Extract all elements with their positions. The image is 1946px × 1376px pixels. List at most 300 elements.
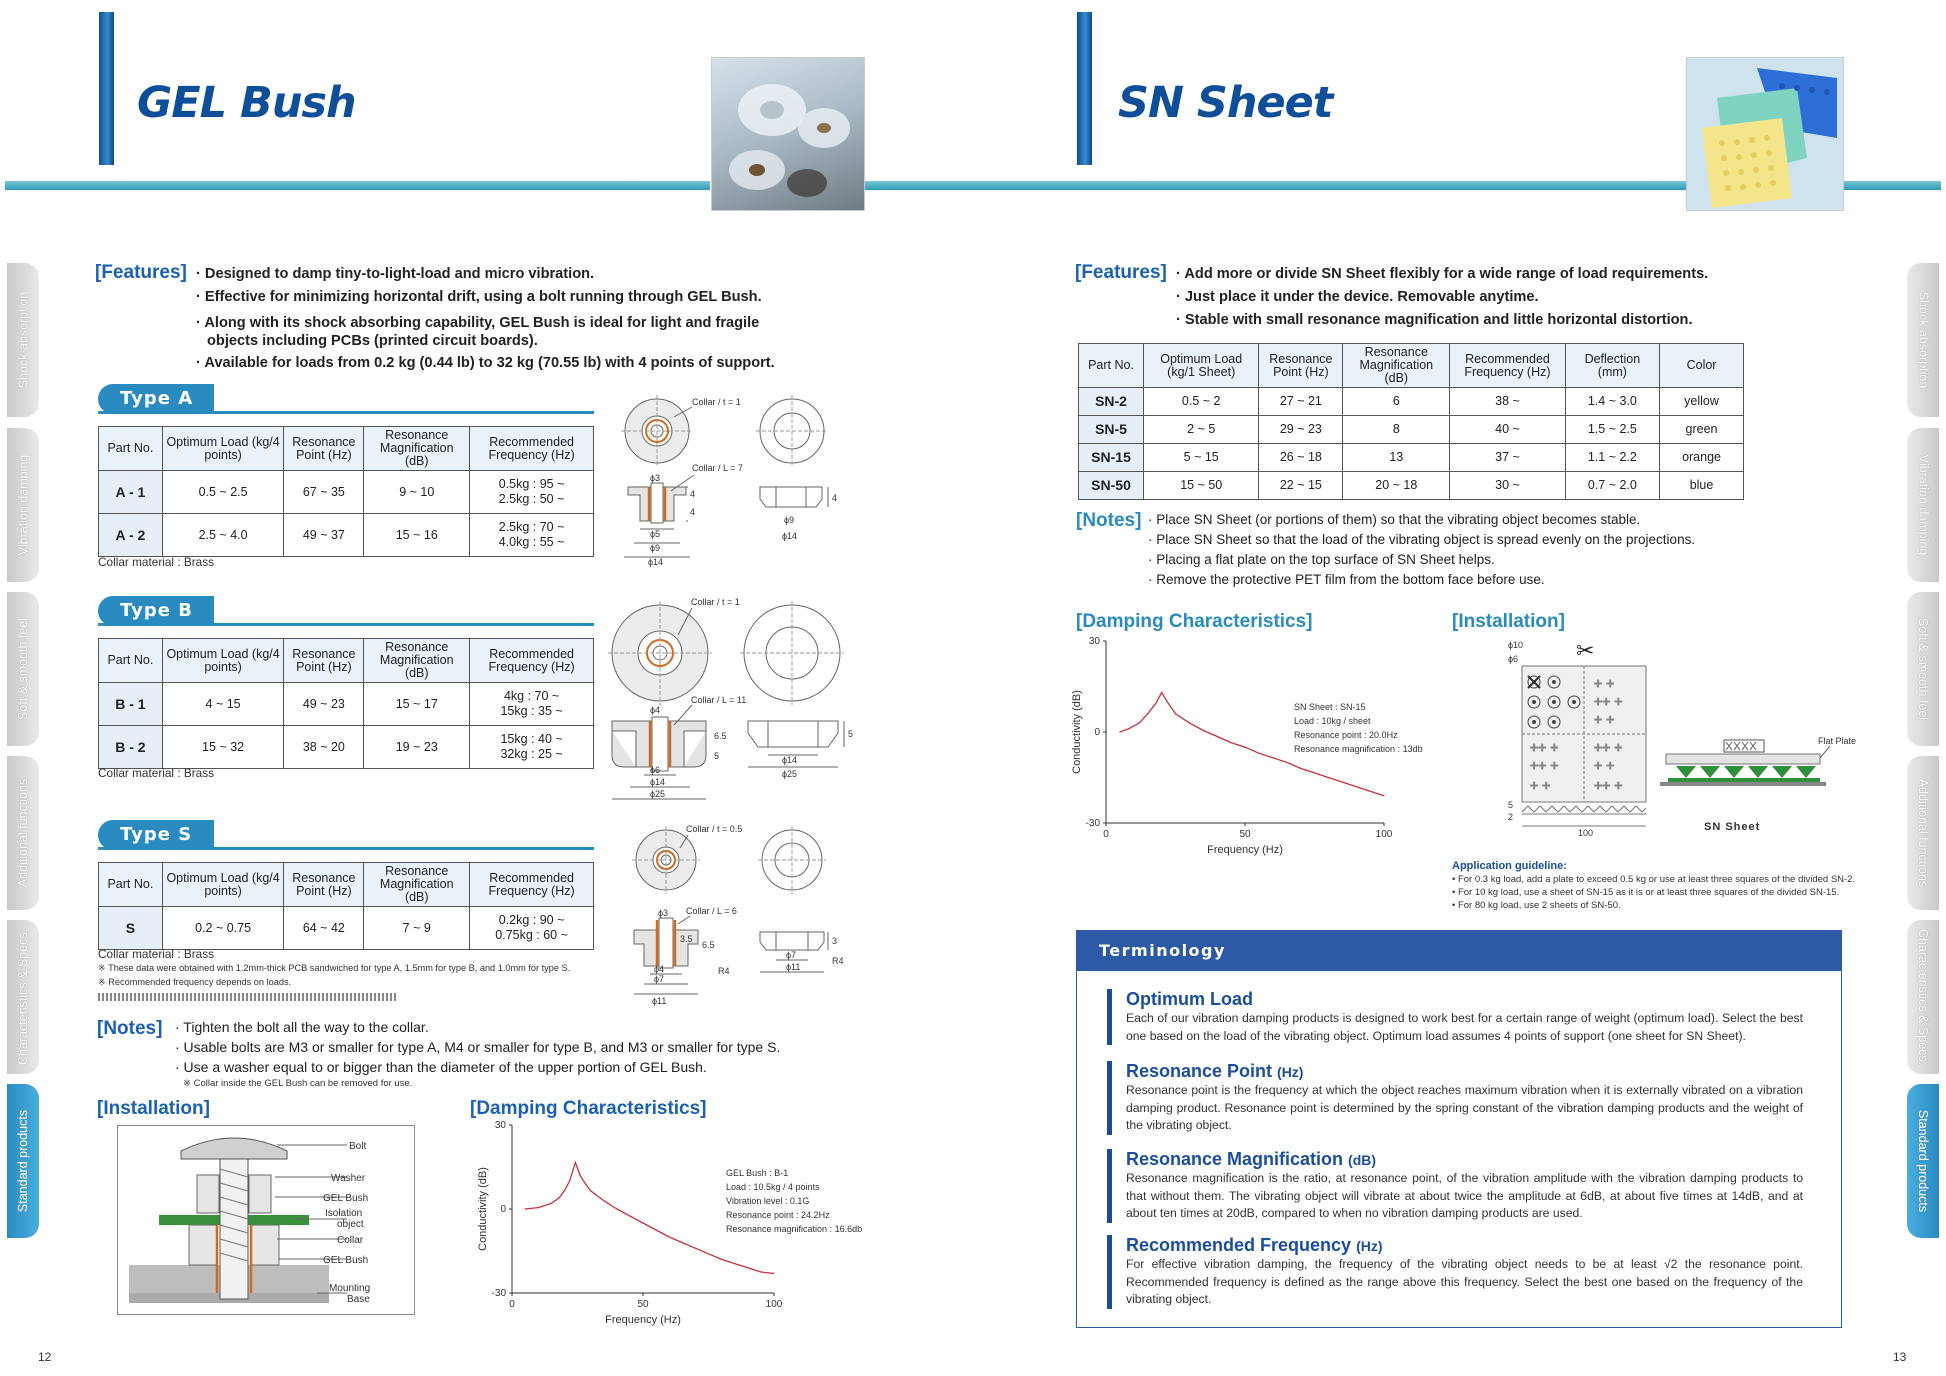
type-b-h65: 6.5: [714, 731, 727, 741]
side-tab-label: Shock absorption: [1916, 291, 1930, 389]
chart-annotation: Resonance point : 24.2Hz: [726, 1210, 830, 1220]
terminology-title: Terminology: [1077, 931, 1841, 971]
side-tab-right-4[interactable]: [1907, 756, 1939, 910]
install-base-label: Base: [347, 1294, 370, 1305]
chart-data-point: [1300, 768, 1301, 769]
side-tab-left-3[interactable]: [7, 592, 39, 746]
side-tab-label: Characteristics & Specs.: [16, 928, 31, 1066]
optimum-load: 15 ~ 50: [1144, 472, 1259, 500]
sn-table-header-row: [1079, 344, 1744, 388]
side-tab-label: Vibration damping: [1916, 454, 1930, 556]
type-s-phi7b: ϕ7: [786, 950, 797, 960]
resonance-mag: 6: [1343, 388, 1450, 416]
side-tab-label: Soft & smooth feel: [16, 617, 31, 721]
col-recommended-freq: Recommended Frequency (Hz): [470, 427, 594, 471]
chart-data-point: [1231, 742, 1232, 743]
chart-data-point: [1189, 722, 1190, 723]
col-resonance-mag: Resonance Magnification (dB): [1343, 344, 1450, 388]
left-page-title: GEL Bush: [137, 78, 356, 128]
resonance-mag: 15 ~ 16: [364, 514, 470, 557]
resonance-mag: 13: [1343, 444, 1450, 472]
chart-annotation: Vibration level : 0.1G: [726, 1196, 810, 1206]
chart-annotation: Load : 10.5kg / 4 points: [726, 1182, 820, 1192]
side-tab-label: Shock absorption: [16, 291, 30, 389]
install-phi10: ϕ10: [1508, 640, 1524, 650]
type-s-h65: 6.5: [702, 940, 715, 950]
type-s-collar-t: Collar / t = 0.5: [686, 824, 743, 834]
part-no: SN-15: [1079, 444, 1144, 472]
optimum-load: 15 ~ 32: [162, 726, 284, 769]
col-optimum-load: Optimum Load (kg/1 Sheet): [1144, 344, 1259, 388]
part-no: SN-50: [1079, 472, 1144, 500]
chart-annotation: Resonance magnification : 16.6db: [726, 1224, 863, 1234]
col-resonance-point: Resonance Point (Hz): [284, 639, 364, 683]
left-notes-list: [175, 1017, 780, 1077]
svg-text:++ +: ++ +: [1530, 757, 1559, 773]
scissors-icon: ✂: [1576, 638, 1595, 663]
chart-data-point: [708, 1253, 709, 1254]
resonance-mag: 20 ~ 18: [1343, 472, 1450, 500]
chart-x-tick-label: 50: [637, 1299, 649, 1310]
left-note-small: ※ Collar inside the GEL Bush can be removed for use.: [183, 1078, 413, 1089]
col-resonance-point: Resonance Point (Hz): [284, 863, 364, 907]
svg-text:+ +: + +: [1530, 777, 1551, 793]
left-feature-4: · Available for loads from 0.2 kg (0.44 lb) to 32 kg (70.55 lb) with 4 points of support.: [196, 355, 775, 371]
type-a-h4b: 4: [690, 507, 696, 517]
chart-data-point: [1147, 713, 1148, 714]
optimum-load: 2.5 ~ 4.0: [162, 514, 284, 557]
resonance-point: 38 ~ 20: [284, 726, 364, 769]
left-damping-label: [Damping Characteristics]: [470, 1098, 707, 1119]
resonance-point: 22 ~ 15: [1259, 472, 1343, 500]
term-title: [1126, 989, 1803, 1010]
table-row: [1079, 444, 1744, 472]
chart-y-tick-label: -30: [491, 1288, 506, 1299]
term-title: [1126, 1149, 1803, 1170]
chart-data-point: [590, 1190, 591, 1191]
sn-sheet-photo-art: [1687, 58, 1845, 212]
chart-data-point: [1119, 731, 1120, 732]
recommended-freq: [470, 514, 594, 557]
type-s-h35: 3.5: [680, 934, 693, 944]
chart-data-point: [1139, 722, 1140, 723]
type-a-phi9: ϕ9: [650, 543, 661, 553]
type-b-header-row: [99, 639, 594, 683]
chart-x-tick-label: 0: [509, 1299, 515, 1310]
left-note-1: · Tighten the bolt all the way to the collar.: [175, 1019, 429, 1035]
right-page-title: SN Sheet: [1118, 78, 1333, 128]
side-tab-label: Additional functions: [1916, 778, 1930, 888]
term-unit: (dB): [1348, 1152, 1377, 1168]
application-guideline-label: Application guideline:: [1452, 860, 1567, 872]
recommended-freq: [470, 726, 594, 769]
side-tab-right-6[interactable]: [1907, 1084, 1939, 1238]
sn-sheet-damping-chart: [1071, 632, 1476, 856]
part-no: A - 2: [99, 514, 163, 557]
type-a-h4c: 4: [832, 493, 838, 503]
chart-data-point: [747, 1267, 748, 1268]
type-a-phi3: ϕ3: [650, 473, 661, 483]
chart-y-tick-label: 30: [494, 1120, 506, 1131]
table-row: [99, 471, 594, 514]
guideline-3: • For 80 kg load, use 2 sheets of SN-50.: [1452, 900, 1621, 911]
right-features-list: [1176, 263, 1708, 332]
install-gel-label: GEL Bush: [323, 1193, 369, 1204]
chart-data-point: [760, 1271, 761, 1272]
deflection: 1.1 ~ 2.2: [1565, 444, 1659, 472]
col-optimum-load: Optimum Load (kg/4 points): [162, 427, 284, 471]
recommended-freq: [470, 907, 594, 950]
sn-sheet-photo: [1686, 57, 1844, 211]
col-part-no: Part No.: [99, 427, 163, 471]
side-tab-left-4[interactable]: [7, 756, 39, 910]
term-title: [1126, 1061, 1803, 1082]
chart-data-point: [1328, 777, 1329, 778]
chart-annotation: Load : 10kg / sheet: [1294, 716, 1371, 726]
left-feature-3: · Along with its shock absorbing capability, GEL Bush is ideal for light and fragile: [196, 315, 760, 331]
chart-data-point: [1217, 736, 1218, 737]
chart-data-point: [1286, 762, 1287, 763]
type-s-header: [98, 820, 594, 850]
resonance-mag: 7 ~ 9: [364, 907, 470, 950]
freq-line: 32kg : 25 ~: [500, 747, 563, 761]
side-tab-right-3[interactable]: [1907, 592, 1939, 746]
resonance-mag: 9 ~ 10: [364, 471, 470, 514]
chart-data-point: [1128, 728, 1129, 729]
type-b-phi25: ϕ25: [650, 789, 666, 799]
svg-text:+ +: + +: [1594, 675, 1615, 691]
col-resonance-point: Resonance Point (Hz): [284, 427, 364, 471]
type-a-phi14: ϕ14: [648, 557, 664, 567]
type-b-rule: [98, 623, 594, 626]
chart-x-tick-label: 100: [765, 1299, 783, 1310]
type-s-phi7: ϕ7: [654, 974, 665, 984]
type-a-label: Type A: [98, 384, 214, 414]
resonance-point: 64 ~ 42: [284, 907, 364, 950]
type-a-phi5: ϕ5: [650, 529, 661, 539]
type-s-phi11b: ϕ11: [786, 962, 801, 972]
col-optimum-load: Optimum Load (kg/4 points): [162, 863, 284, 907]
svg-text:+ +: + +: [1594, 711, 1615, 727]
type-a-table: [98, 426, 594, 557]
chart-data-point: [569, 1180, 570, 1181]
chart-data-point: [1167, 701, 1168, 702]
type-b-h5: 5: [714, 751, 720, 761]
install-collar-label: Collar: [337, 1235, 364, 1246]
type-s-table: [98, 862, 594, 950]
chart-data-point: [564, 1190, 565, 1191]
chart-annotation: GEL Bush : B-1: [726, 1168, 789, 1178]
guideline-2: • For 10 kg load, use a sheet of SN-15 as it is or at least three squares of the divided SN-15.: [1452, 887, 1840, 898]
chart-data-point: [1244, 747, 1245, 748]
color: yellow: [1660, 388, 1744, 416]
type-a-phi9b: ϕ9: [784, 515, 795, 525]
right-feature-1: · Add more or divide SN Sheet flexibly for a wide range of load requirements.: [1176, 266, 1709, 282]
left-title-bar: [99, 12, 114, 165]
chart-data-point: [682, 1242, 683, 1243]
install-washer-label: Washer: [331, 1173, 366, 1184]
col-part-no: Part No.: [99, 863, 163, 907]
type-s-phi4: ϕ4: [654, 964, 665, 974]
deflection: 1.4 ~ 3.0: [1565, 388, 1659, 416]
install-dim-2: 2: [1508, 812, 1514, 822]
col-resonance-mag: Resonance Magnification (dB): [364, 427, 470, 471]
side-tab-label: Vibration damping: [16, 454, 30, 556]
type-a-collar-l: Collar / L = 7: [692, 463, 743, 473]
part-no: S: [99, 907, 163, 950]
chart-data-point: [1272, 757, 1273, 758]
color: green: [1660, 416, 1744, 444]
type-b-collar-t: Collar / t = 1: [691, 597, 740, 607]
right-note-1: · Place SN Sheet (or portions of them) so that the vibrating object becomes stable.: [1148, 512, 1641, 527]
color: blue: [1660, 472, 1744, 500]
type-b-label: Type B: [98, 596, 214, 626]
term-unit: (Hz): [1277, 1064, 1304, 1080]
recommended-freq: [470, 683, 594, 726]
sn-sheet-table: [1078, 343, 1744, 500]
left-features-label: [Features]: [95, 262, 187, 283]
chart-y-tick-label: 30: [1088, 636, 1100, 647]
col-part-no: Part No.: [99, 639, 163, 683]
table-row: [1079, 416, 1744, 444]
install-bolt-label: Bolt: [349, 1141, 367, 1152]
side-tab-left-5[interactable]: [7, 920, 39, 1074]
col-recommended-freq: Recommended Frequency (Hz): [470, 863, 594, 907]
gel-bush-photo-art: [712, 58, 866, 212]
chart-data-point: [538, 1207, 539, 1208]
chart-data-point: [695, 1248, 696, 1249]
resonance-point: 49 ~ 37: [284, 514, 364, 557]
type-a-header: [98, 384, 594, 414]
chart-annotation: Resonance point : 20.0Hz: [1294, 730, 1398, 740]
term-optimum-load: [1107, 989, 1803, 1045]
sn-sheet-installation-diagram: [1500, 636, 1860, 848]
chart-data-point: [551, 1203, 552, 1204]
side-tab-right-5[interactable]: [1907, 920, 1939, 1074]
chart-data-point: [1203, 730, 1204, 731]
footnote-2: ※ Recommended frequency depends on loads.: [98, 977, 292, 987]
optimum-load: 0.5 ~ 2.5: [162, 471, 284, 514]
recommended-freq: 30 ~: [1450, 472, 1565, 500]
terminology-box: [1076, 930, 1842, 1328]
footnote-1: ※ These data were obtained with 1.2mm-thick PCB sandwiched for type A, 1.5mm for type B, and 1.0mm for type S.: [98, 963, 571, 973]
term-name: Resonance Magnification: [1126, 1149, 1349, 1169]
resonance-mag: 15 ~ 17: [364, 683, 470, 726]
type-b-phi14: ϕ14: [650, 777, 666, 787]
side-tab-label: Characteristics & Specs.: [1916, 928, 1931, 1066]
right-notes-list: [1148, 510, 1695, 590]
install-dim-5: 5: [1508, 800, 1514, 810]
optimum-load: 2 ~ 5: [1144, 416, 1259, 444]
left-features-list: [196, 263, 775, 375]
optimum-load: 0.2 ~ 0.75: [162, 907, 284, 950]
chart-data-point: [773, 1273, 774, 1274]
chart-data-point: [734, 1263, 735, 1264]
term-unit: (Hz): [1356, 1238, 1383, 1254]
side-tab-right-1[interactable]: [1907, 263, 1939, 417]
col-color: Color: [1660, 344, 1744, 388]
recommended-freq: [470, 471, 594, 514]
type-b-h5b: 5: [848, 729, 854, 739]
term-title: [1126, 1235, 1803, 1256]
freq-line: 4.0kg : 55 ~: [498, 535, 565, 549]
type-a-header-row: [99, 427, 594, 471]
term-recommended-frequency: [1107, 1235, 1803, 1309]
col-optimum-load: Optimum Load (kg/4 points): [162, 639, 284, 683]
gel-bush-damping-chart: [476, 1120, 876, 1325]
resonance-point: 29 ~ 23: [1259, 416, 1343, 444]
optimum-load: 5 ~ 15: [1144, 444, 1259, 472]
side-tab-right-2[interactable]: [1907, 428, 1939, 582]
chart-y-tick-label: -30: [1085, 818, 1100, 829]
col-part-no: Part No.: [1079, 344, 1144, 388]
side-tab-left-6[interactable]: [7, 1084, 39, 1238]
side-tab-left-1[interactable]: [7, 263, 39, 417]
type-a-phi14b: ϕ14: [782, 531, 798, 541]
table-row: [99, 683, 594, 726]
install-mounting-label: Mounting: [329, 1283, 371, 1294]
deflection: 0.7 ~ 2.0: [1565, 472, 1659, 500]
chart-x-label: Frequency (Hz): [1207, 844, 1283, 856]
freq-line: 2.5kg : 50 ~: [498, 492, 565, 506]
part-no: B - 1: [99, 683, 163, 726]
chart-data-point: [575, 1162, 576, 1163]
install-gel2-label: GEL Bush: [323, 1255, 369, 1266]
chart-y-label: Conductivity (dB): [477, 1167, 489, 1251]
chart-data-point: [616, 1208, 617, 1209]
type-s-r4b: R4: [832, 956, 844, 966]
svg-text:+ +: + +: [1594, 757, 1615, 773]
type-s-header-row: [99, 863, 594, 907]
install-dim-100: 100: [1578, 828, 1594, 838]
chart-annotation: SN Sheet : SN-15: [1294, 702, 1366, 712]
type-s-h3: 3: [832, 936, 838, 946]
type-s-r4: R4: [718, 966, 730, 976]
recommended-freq: 37 ~: [1450, 444, 1565, 472]
term-name: Optimum Load: [1126, 989, 1253, 1009]
type-b-phi25b: ϕ25: [782, 769, 798, 779]
freq-line: 4kg : 70 ~: [503, 689, 560, 703]
side-tab-left-2[interactable]: [7, 428, 39, 582]
term-name: Recommended Frequency: [1126, 1235, 1357, 1255]
col-resonance-mag: Resonance Magnification (dB): [364, 639, 470, 683]
freq-line: 15kg : 35 ~: [500, 704, 563, 718]
type-s-phi11: ϕ11: [652, 996, 667, 1006]
table-row: [99, 514, 594, 557]
chart-data-point: [1383, 795, 1384, 796]
freq-line: 2.5kg : 70 ~: [498, 520, 565, 534]
install-phi6: ϕ6: [1508, 654, 1519, 664]
chart-data-point: [585, 1183, 586, 1184]
resonance-point: 27 ~ 21: [1259, 388, 1343, 416]
side-tab-label: Standard products: [16, 1109, 30, 1213]
col-resonance-point: Resonance Point (Hz): [1259, 344, 1343, 388]
part-no: A - 1: [99, 471, 163, 514]
install-object-label: object: [337, 1219, 364, 1230]
freq-line: 15kg : 40 ~: [500, 732, 563, 746]
svg-text:++ +: ++ +: [1530, 739, 1559, 755]
type-b-collar-l: Collar / L = 11: [691, 695, 747, 705]
side-tab-label: Standard products: [1916, 1109, 1930, 1213]
chart-data-point: [1161, 692, 1162, 693]
type-s-phi3: ϕ3: [658, 908, 669, 918]
side-tab-label: Additional functions: [16, 778, 30, 888]
table-row: [99, 726, 594, 769]
col-recommended-freq: Recommended Frequency (Hz): [1450, 344, 1565, 388]
right-note-2: · Place SN Sheet so that the load of the vibrating object is spread evenly on the projections.: [1148, 532, 1696, 547]
freq-line: 0.5kg : 95 ~: [498, 477, 565, 491]
term-text: For effective vibration damping, the frequency of the vibrating object needs to be at least √2 the resonance point. Recommended frequency is defined as the range above this frequency. Select the best one based on the frequency of the vibrating object.: [1126, 1257, 1803, 1306]
chart-data-point: [1155, 703, 1156, 704]
gel-bush-photo: [711, 57, 865, 211]
chart-y-tick-label: 0: [1094, 727, 1100, 738]
optimum-load: 0.5 ~ 2: [1144, 388, 1259, 416]
chart-data-point: [669, 1236, 670, 1237]
term-resonance-magnification: [1107, 1149, 1803, 1223]
install-sn-sheet-label: SN Sheet: [1704, 821, 1761, 833]
table-row: [99, 907, 594, 950]
svg-text:++ +: ++ +: [1594, 739, 1623, 755]
left-note-3: · Use a washer equal to or bigger than the diameter of the upper portion of GEL Bush.: [175, 1059, 707, 1075]
type-a-h4a: 4: [690, 489, 696, 499]
resonance-mag: 8: [1343, 416, 1450, 444]
term-name: Resonance Point: [1126, 1061, 1278, 1081]
left-installation-label: [Installation]: [97, 1098, 210, 1119]
recommended-freq: 40 ~: [1450, 416, 1565, 444]
svg-text:++ +: ++ +: [1594, 693, 1623, 709]
chart-data-point: [629, 1215, 630, 1216]
resonance-point: 49 ~ 23: [284, 683, 364, 726]
term-text: Resonance magnification is the ratio, at resonance point, of the vibration amplitude with the vibration damping products to that without them. The vibrating object will vibrate at about twice the amplitude at 6dB, at about five times at 14dB, and at about ten times at 20dB, compared to when no vibration damping products are used.: [1126, 1171, 1803, 1220]
chart-data-point: [1370, 791, 1371, 792]
right-feature-2: · Just place it under the device. Removable anytime.: [1176, 289, 1539, 305]
resonance-point: 67 ~ 35: [284, 471, 364, 514]
type-s-collar-l: Collar / L = 6: [686, 906, 737, 916]
right-page-number: 13: [1893, 1350, 1907, 1364]
freq-line: 0.75kg : 60 ~: [495, 928, 568, 942]
chart-data-point: [1356, 786, 1357, 787]
right-title-bar: [1077, 12, 1092, 165]
guideline-1: • For 0.3 kg load, add a plate to exceed 0.5 kg or use at least three squares of the divided SN-2.: [1452, 874, 1856, 885]
svg-text:++ +: ++ +: [1594, 777, 1623, 793]
right-note-4: · Remove the protective PET film from the bottom face before use.: [1148, 572, 1545, 587]
right-features-label: [Features]: [1075, 262, 1167, 283]
recommended-freq: 38 ~: [1450, 388, 1565, 416]
part-no: SN-5: [1079, 416, 1144, 444]
type-b-phi14b: ϕ14: [782, 755, 798, 765]
chart-data-point: [656, 1229, 657, 1230]
term-resonance-point: [1107, 1061, 1803, 1135]
resonance-mag: 19 ~ 23: [364, 726, 470, 769]
type-s-rule: [98, 847, 594, 850]
type-b-table: [98, 638, 594, 769]
chart-data-point: [721, 1259, 722, 1260]
chart-data-point: [1175, 713, 1176, 714]
chart-x-tick-label: 0: [1103, 829, 1109, 840]
chart-data-point: [580, 1175, 581, 1176]
gel-bush-installation-diagram: [117, 1125, 415, 1315]
type-s-diagram: [606, 820, 866, 1010]
col-deflection: Deflection (mm): [1565, 344, 1659, 388]
type-b-phi6: ϕ6: [650, 765, 661, 775]
term-text: Each of our vibration damping products is designed to work best for a certain range of weight (optimum load). Select the best one based on the load of the vibrating object. Optimum load assumes 4 points of support (one sheet for SN Sheet).: [1126, 1011, 1803, 1043]
chart-x-tick-label: 100: [1375, 829, 1393, 840]
chart-data-point: [1342, 781, 1343, 782]
install-isolation-label: Isolation: [325, 1208, 363, 1219]
left-header-rule: [5, 181, 710, 190]
right-notes-label: [Notes]: [1076, 510, 1142, 531]
chart-y-label: Conductivity (dB): [1071, 690, 1083, 774]
